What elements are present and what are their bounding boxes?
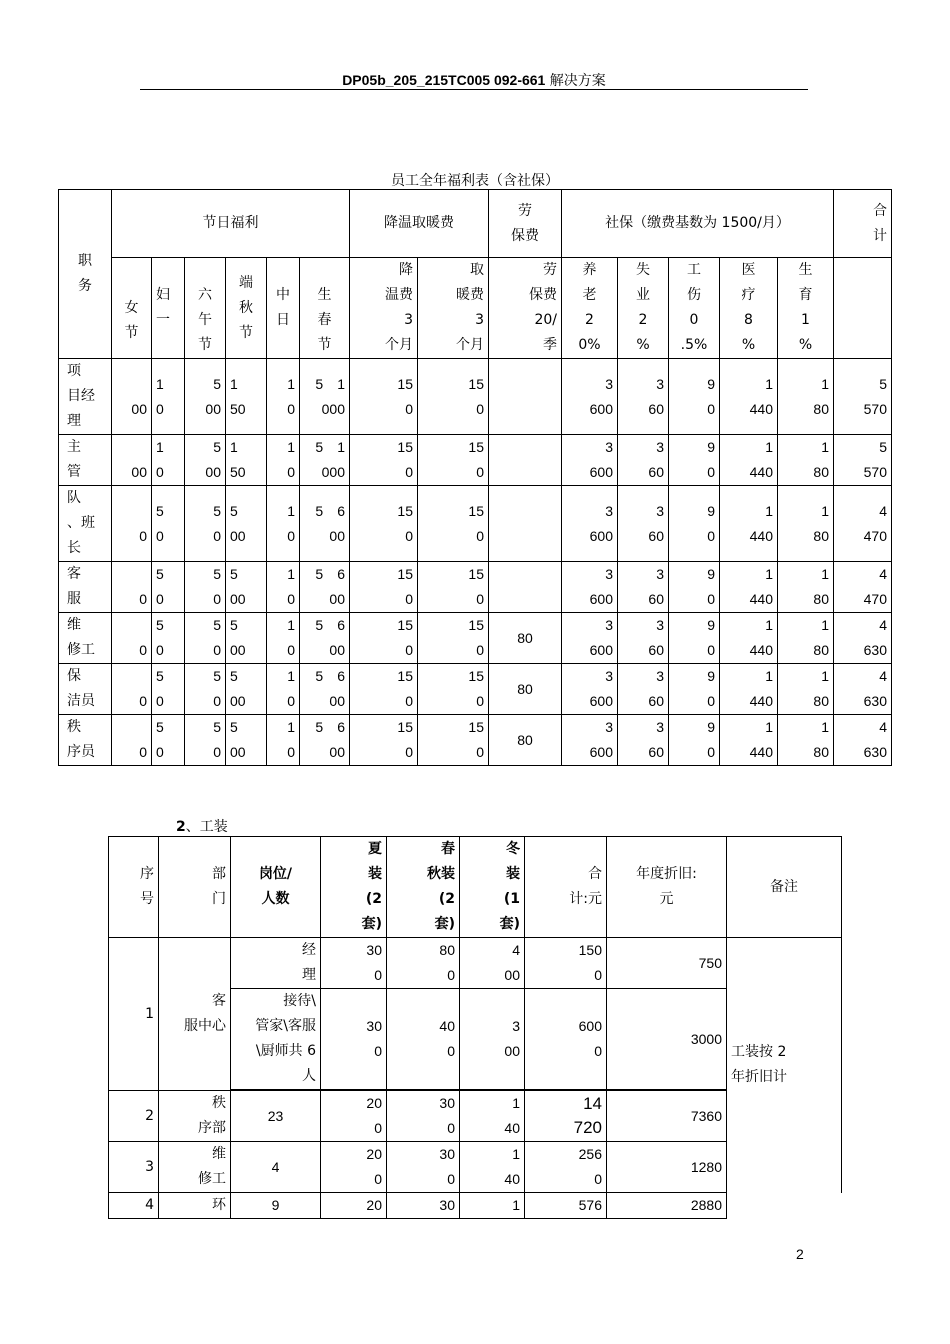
value-cell: 15 0 [350, 664, 418, 715]
row-winter: 1 [460, 1193, 525, 1219]
value-cell [489, 486, 562, 562]
row-post: 9 [231, 1193, 321, 1219]
value-cell: 3 60 [618, 664, 669, 715]
row-summer: 30 0 [321, 938, 387, 989]
value-cell: 1 0 [267, 359, 300, 435]
value-cell: 1 0 [267, 486, 300, 562]
value-cell: 3 600 [562, 359, 618, 435]
row-dept: 维 修工 [159, 1142, 231, 1193]
row-total: 600 0 [525, 989, 607, 1090]
value-cell: 5 00 [185, 435, 226, 486]
value-cell: 15 0 [418, 613, 489, 664]
value-cell: 9 0 [669, 613, 720, 664]
value-cell: 5 6 00 [300, 715, 350, 766]
value-cell: 4 470 [834, 562, 892, 613]
row-spring-autumn: 30 [387, 1193, 460, 1219]
table2-title [176, 816, 228, 836]
col-national: 中 日 [267, 258, 300, 359]
role-cell: 秩 序员 [59, 715, 112, 766]
value-cell: 4 470 [834, 486, 892, 562]
social-header: 社保（缴费基数为 1500/月） [562, 190, 834, 258]
col-womens-day: 女 节 [112, 258, 152, 359]
value-cell: 15 0 [350, 715, 418, 766]
row-winter: 1 40 [460, 1142, 525, 1193]
row-winter: 1 40 [460, 1091, 525, 1142]
no-header: 序 号 [109, 837, 159, 938]
value-cell: 9 0 [669, 562, 720, 613]
value-cell: 5 0 [185, 664, 226, 715]
value-cell: 1 80 [778, 435, 834, 486]
value-cell [489, 435, 562, 486]
value-cell: 3 600 [562, 562, 618, 613]
col-medical: 医 疗 8 % [720, 258, 778, 359]
value-cell: 9 0 [669, 715, 720, 766]
value-cell: 15 0 [350, 613, 418, 664]
cooling-heating-header: 降温取暖费 [350, 190, 489, 258]
value-cell: 5 0 [152, 715, 185, 766]
value-cell: 3 60 [618, 486, 669, 562]
col-childrens-day: 妇 一 [152, 258, 185, 359]
value-cell: 15 0 [418, 664, 489, 715]
header-rule [140, 89, 808, 90]
value-cell: 5 0 [152, 486, 185, 562]
doc-title: 解决方案 [549, 73, 606, 89]
value-cell: 9 0 [669, 359, 720, 435]
value-cell: 0 [112, 486, 152, 562]
table2-title-number: 2 [176, 819, 186, 835]
value-cell: 5 6 00 [300, 486, 350, 562]
row-total: 576 [525, 1193, 607, 1219]
labor-header: 劳 保费 [489, 190, 562, 258]
row-total: 256 0 [525, 1142, 607, 1193]
role-cell: 项 目经 理 [59, 359, 112, 435]
value-cell: 1 440 [720, 715, 778, 766]
row-dept: 秩 序部 [159, 1091, 231, 1142]
value-cell: 1 50 [226, 359, 267, 435]
value-cell: 15 0 [418, 562, 489, 613]
value-cell: 1 440 [720, 435, 778, 486]
value-cell: 3 600 [562, 486, 618, 562]
position-header: 职 务 [59, 190, 112, 359]
value-cell: 1 80 [778, 486, 834, 562]
value-cell: 5 00 [226, 715, 267, 766]
total-header: 合 计 [834, 190, 892, 258]
value-cell: 3 600 [562, 715, 618, 766]
row-total: 14 720 [525, 1091, 607, 1142]
dept-header: 部 门 [159, 837, 231, 938]
value-cell: 1 0 [267, 562, 300, 613]
value-cell: 5 0 [152, 613, 185, 664]
row-dept: 环 [159, 1193, 231, 1219]
welfare-row [59, 613, 892, 664]
value-cell: 00 [112, 359, 152, 435]
col-total-empty [834, 258, 892, 359]
value-cell: 3 60 [618, 562, 669, 613]
col-cooling: 降 温费 3 个月 [350, 258, 418, 359]
value-cell: 5 0 [185, 562, 226, 613]
row-spring-autumn: 80 0 [387, 938, 460, 989]
winter-header: 冬 装 (1 套) [460, 837, 525, 938]
value-cell: 80 [489, 613, 562, 664]
value-cell: 15 0 [350, 486, 418, 562]
welfare-row [59, 562, 892, 613]
welfare-row [59, 435, 892, 486]
value-cell: 15 0 [418, 359, 489, 435]
value-cell [489, 562, 562, 613]
row-post: 接待\ 管家\客服 \厨师共 6 人 [231, 989, 321, 1090]
col-injury: 工 伤 0 .5% [669, 258, 720, 359]
value-cell: 5 570 [834, 359, 892, 435]
table1-title: 员工全年福利表（含社保） [391, 173, 559, 189]
value-cell: 3 600 [562, 435, 618, 486]
value-cell: 5 00 [226, 664, 267, 715]
welfare-row [59, 715, 892, 766]
value-cell: 1 80 [778, 715, 834, 766]
value-cell: 5 6 00 [300, 562, 350, 613]
col-mid-autumn: 端 秋 节 [226, 258, 267, 359]
value-cell: 1 80 [778, 664, 834, 715]
page-header [140, 70, 808, 90]
value-cell: 5 6 00 [300, 664, 350, 715]
value-cell: 1 0 [267, 715, 300, 766]
value-cell: 1 80 [778, 359, 834, 435]
value-cell: 3 60 [618, 359, 669, 435]
value-cell: 1 440 [720, 486, 778, 562]
col-dragon-boat: 六 午 节 [185, 258, 226, 359]
value-cell: 1 440 [720, 664, 778, 715]
row-no: 2 [109, 1091, 159, 1142]
row-dept: 客 服中心 [159, 938, 231, 1091]
value-cell: 9 0 [669, 664, 720, 715]
table2-title-text: 、工装 [185, 819, 228, 835]
row-summer: 20 0 [321, 1142, 387, 1193]
value-cell: 3 60 [618, 613, 669, 664]
row-summer: 20 [321, 1193, 387, 1219]
role-cell: 主 管 [59, 435, 112, 486]
summer-header: 夏 装 (2 套) [321, 837, 387, 938]
value-cell: 5 6 00 [300, 613, 350, 664]
welfare-row [59, 359, 892, 435]
page-number: 2 [796, 1246, 804, 1262]
col-heating: 取 暖费 3 个月 [418, 258, 489, 359]
value-cell: 5 00 [226, 486, 267, 562]
value-cell: 1 440 [720, 613, 778, 664]
value-cell: 5 570 [834, 435, 892, 486]
welfare-row [59, 664, 892, 715]
role-cell: 保 洁员 [59, 664, 112, 715]
value-cell [489, 359, 562, 435]
role-cell: 维 修工 [59, 613, 112, 664]
value-cell: 15 0 [418, 435, 489, 486]
value-cell: 4 630 [834, 613, 892, 664]
row-annual: 1280 [607, 1142, 727, 1193]
row-summer: 20 0 [321, 1091, 387, 1142]
row-winter: 4 00 [460, 938, 525, 989]
uniform-total-header: 合 计:元 [525, 837, 607, 938]
value-cell: 1 0 [267, 435, 300, 486]
row-no: 3 [109, 1142, 159, 1193]
role-cell: 队 、班 长 [59, 486, 112, 562]
value-cell: 3 60 [618, 715, 669, 766]
doc-code: DP05b_205_215TC005 092-661 [342, 72, 546, 88]
row-no: 4 [109, 1193, 159, 1219]
row-post: 经 理 [231, 938, 321, 989]
row-spring-autumn: 30 0 [387, 1091, 460, 1142]
value-cell: 1 80 [778, 613, 834, 664]
spring-autumn-header: 春 秋装 (2 套) [387, 837, 460, 938]
row-annual: 750 [607, 938, 727, 989]
welfare-row [59, 486, 892, 562]
value-cell: 00 [112, 435, 152, 486]
value-cell: 5 0 [185, 613, 226, 664]
row-spring-autumn: 40 0 [387, 989, 460, 1090]
col-maternity: 生 育 1 % [778, 258, 834, 359]
value-cell: 1 50 [226, 435, 267, 486]
value-cell: 15 0 [418, 486, 489, 562]
value-cell: 80 [489, 715, 562, 766]
festival-header: 节日福利 [112, 190, 350, 258]
role-cell: 客 服 [59, 562, 112, 613]
value-cell: 5 00 [185, 359, 226, 435]
col-unemployment: 失 业 2 % [618, 258, 669, 359]
value-cell: 5 0 [152, 562, 185, 613]
value-cell: 1 440 [720, 359, 778, 435]
value-cell: 5 1 000 [300, 435, 350, 486]
value-cell: 1 80 [778, 562, 834, 613]
value-cell: 0 [112, 613, 152, 664]
value-cell: 9 0 [669, 486, 720, 562]
value-cell: 5 0 [185, 715, 226, 766]
welfare-table [58, 189, 892, 766]
value-cell: 3 600 [562, 664, 618, 715]
value-cell: 5 0 [185, 486, 226, 562]
value-cell: 3 600 [562, 613, 618, 664]
row-spring-autumn: 30 0 [387, 1142, 460, 1193]
row-summer: 30 0 [321, 989, 387, 1090]
value-cell: 4 630 [834, 664, 892, 715]
value-cell: 1 440 [720, 562, 778, 613]
col-pension: 养 老 2 0% [562, 258, 618, 359]
value-cell: 5 00 [226, 562, 267, 613]
value-cell: 15 0 [418, 715, 489, 766]
value-cell: 5 0 [152, 664, 185, 715]
value-cell: 15 0 [350, 435, 418, 486]
row-annual: 7360 [607, 1091, 727, 1142]
value-cell: 0 [112, 562, 152, 613]
row-no: 1 [109, 938, 159, 1091]
value-cell: 9 0 [669, 435, 720, 486]
remark-cell: 工装按 2 年折旧计 [727, 938, 842, 1193]
value-cell: 0 [112, 664, 152, 715]
value-cell: 80 [489, 664, 562, 715]
value-cell: 5 1 000 [300, 359, 350, 435]
value-cell: 15 0 [350, 562, 418, 613]
post-header: 岗位/ 人数 [231, 837, 321, 938]
value-cell: 0 [112, 715, 152, 766]
value-cell: 1 0 [152, 435, 185, 486]
row-winter: 3 00 [460, 989, 525, 1090]
annual-header: 年度折旧: 元 [607, 837, 727, 938]
value-cell: 1 0 [267, 664, 300, 715]
value-cell: 4 630 [834, 715, 892, 766]
value-cell: 5 00 [226, 613, 267, 664]
row-annual: 2880 [607, 1193, 727, 1219]
value-cell: 3 60 [618, 435, 669, 486]
row-post: 4 [231, 1142, 321, 1193]
uniform-table [108, 836, 842, 1219]
welfare-table-body [59, 359, 892, 766]
value-cell: 1 0 [267, 613, 300, 664]
col-labor: 劳 保费 20/ 季 [489, 258, 562, 359]
row-post: 23 [231, 1091, 321, 1142]
row-annual: 3000 [607, 989, 727, 1090]
value-cell: 1 0 [152, 359, 185, 435]
value-cell: 15 0 [350, 359, 418, 435]
remark-header: 备注 [727, 837, 842, 938]
row-total: 150 0 [525, 938, 607, 989]
col-spring: 生 春 节 [300, 258, 350, 359]
